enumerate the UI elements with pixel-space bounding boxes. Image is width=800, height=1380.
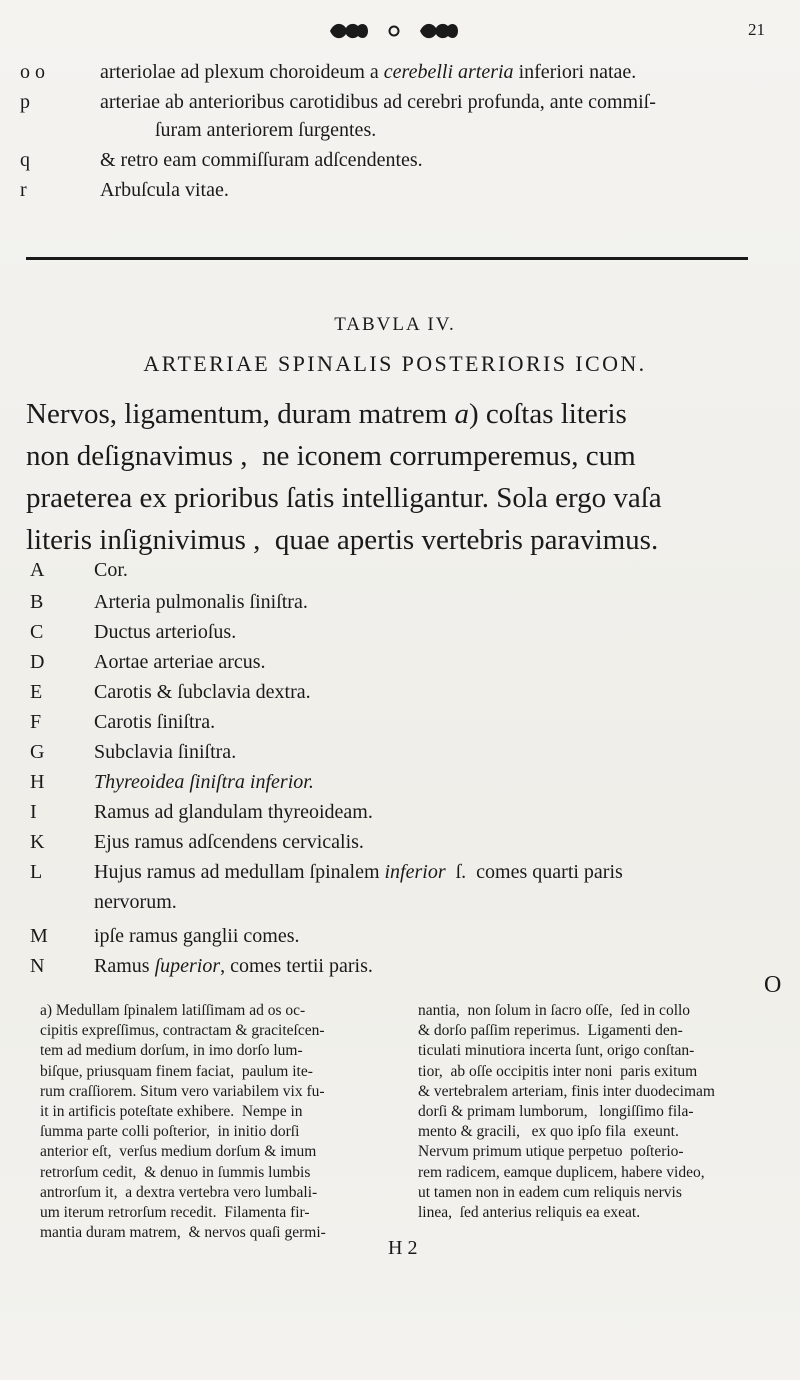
footnote-line: um iterum retrorſum recedit. Filamenta fir-	[40, 1203, 310, 1221]
legend-text-main: Ramus	[94, 955, 155, 977]
legend-letter: H	[30, 771, 45, 793]
footnote-line: ut tamen non in eadem cum reliquis nervis	[418, 1183, 682, 1201]
legend-text-italic: Thyreoidea ſiniſtra inferior.	[94, 771, 314, 793]
legend-letter: N	[30, 955, 45, 977]
intro-text: praeterea ex prioribus ſatis intelligantur. Sola ergo vaſa	[26, 482, 662, 514]
footnote-line: & dorſo paſſim reperimus. Ligamenti den-	[418, 1022, 683, 1040]
legend-text-main: Carotis & ſubclavia dextra.	[94, 681, 311, 703]
legend-item	[30, 588, 780, 616]
footnote-line: mento & gracili, ex quo ipſo fila exeunt.	[418, 1123, 679, 1141]
footnote-line: anterior eſt, verſus medium dorſum & imum	[40, 1143, 317, 1161]
footnote-line: rem radicem, eamque duplicem, habere video,	[418, 1163, 705, 1181]
intro-text: non deſignavimus , ne iconem corrumperemus, cum	[26, 440, 636, 472]
page-number: 21	[748, 20, 765, 39]
footnote-line: Nervum primum utique perpetuo poſterio-	[418, 1143, 684, 1161]
footnote-line: & vertebralem arteriam, finis inter duodecimam	[418, 1082, 715, 1100]
item-letter: q	[20, 149, 30, 171]
legend-text-main: Aortae arteriae arcus.	[94, 651, 266, 673]
legend-text	[94, 588, 308, 616]
legend-text-after: , comes tertii paris.	[220, 955, 373, 977]
footnote-left-column	[40, 1001, 400, 1243]
footnote-line: tem ad medium dorſum, in imo dorſo lum-	[40, 1042, 303, 1060]
item-text-main: arteriolae ad plexum choroideum a	[100, 61, 384, 83]
legend-letter: E	[30, 681, 43, 703]
legend-item	[30, 768, 780, 796]
legend-text-main: Ramus ad glandulam thyreoideam.	[94, 801, 373, 823]
footnote-line: it in artificis poteſtate exhibere. Nempe in	[40, 1102, 303, 1120]
item-text-after: inferiori natae.	[513, 61, 637, 83]
item-letter: p	[20, 91, 30, 113]
legend-text-main: Carotis ſiniſtra.	[94, 711, 216, 733]
legend-text	[94, 828, 364, 856]
legend-letter: K	[30, 831, 45, 853]
intro-line	[26, 438, 636, 474]
item-text-main: Arbuſcula vitae.	[100, 179, 229, 201]
legend-letter: D	[30, 651, 45, 673]
intro-line	[26, 522, 658, 558]
item-letter: r	[20, 179, 27, 201]
intro-text: literis inſignivimus , quae apertis vertebris paravimus.	[26, 524, 659, 556]
legend-letter: B	[30, 591, 44, 613]
legend-text-main: Ductus arterioſus.	[94, 621, 237, 643]
footnote-right-column	[418, 1001, 780, 1223]
footnote-line: antrorſum it, a dextra vertebra vero lumbali-	[40, 1183, 318, 1201]
legend-item	[30, 798, 780, 826]
legend-text-main: Hujus ramus ad medullam ſpinalem	[94, 861, 385, 883]
footnote-line: biſque, priusquam finem faciat, paulum ite-	[40, 1062, 313, 1080]
legend-letter: F	[30, 711, 42, 733]
footnote-line: cipitis expreſſimus, contractam & graciteſcen-	[40, 1022, 325, 1040]
catchword-letter: O	[764, 972, 782, 998]
legend-text-main: Cor.	[94, 559, 128, 581]
legend-item	[30, 888, 780, 916]
plate-title: TABVLA IV.	[334, 314, 456, 335]
legend-text-main: Arteria pulmonalis ſiniſtra.	[94, 591, 308, 613]
legend-item	[30, 678, 780, 706]
footnote-line: ſumma parte colli poſterior, in initio dorſi	[40, 1123, 300, 1141]
legend-item	[30, 708, 780, 736]
legend-text	[94, 618, 236, 646]
footnote-line: linea, ſed anterius reliquis ea exeat.	[418, 1203, 641, 1221]
floral-ornament-icon	[324, 18, 464, 44]
item-text	[100, 58, 636, 86]
legend-item	[30, 922, 780, 950]
item-text-main: & retro eam commiſſuram adſcendentes.	[100, 149, 423, 171]
legend-item	[30, 828, 780, 856]
signature-mark: H 2	[388, 1237, 418, 1259]
item-text	[100, 176, 229, 204]
legend-text-main: Ejus ramus adſcendens cervicalis.	[94, 831, 364, 853]
item-text	[100, 146, 423, 174]
legend-text	[94, 768, 314, 796]
intro-line	[26, 396, 627, 432]
legend-text-italic: inferior	[384, 861, 446, 883]
footnote-line: dorſi & primam lumborum, longiſſimo fila-	[418, 1102, 694, 1120]
legend-text-italic: ſuperior	[154, 955, 221, 977]
item-text	[100, 116, 376, 144]
legend-text-after: ſ. comes quarti paris	[445, 861, 623, 883]
item-letter: o o	[20, 61, 45, 83]
legend-letter: M	[30, 925, 48, 947]
legend-text	[94, 648, 266, 676]
footnote-line: tior, ab oſſe occipitis inter noni paris exitum	[418, 1062, 698, 1080]
intro-text: Nervos, ligamentum, duram matrem	[26, 398, 455, 430]
legend-letter: A	[30, 559, 45, 581]
legend-item	[30, 858, 780, 886]
footnote-line: ticulati minutiora incerta ſunt, origo conſtan-	[418, 1042, 695, 1060]
legend-text-main: ipſe ramus ganglii comes.	[94, 925, 300, 947]
legend-letter: L	[30, 861, 43, 883]
item-text	[100, 88, 656, 116]
legend-item	[30, 738, 780, 766]
legend-text	[94, 952, 373, 980]
legend-text	[94, 888, 177, 916]
item-text-main: ſuram anteriorem ſurgentes.	[100, 119, 377, 141]
footnote-line: nantia, non ſolum in ſacro oſſe, ſed in collo	[418, 1002, 691, 1019]
intro-text-after: ) coſtas literis	[468, 398, 627, 430]
legend-item	[30, 556, 780, 584]
legend-letter: I	[30, 801, 37, 823]
legend-text	[94, 922, 300, 950]
legend-letter: G	[30, 741, 45, 763]
legend-text	[94, 556, 128, 584]
item-text-main: arteriae ab anterioribus carotidibus ad cerebri profunda, ante commiſ-	[100, 91, 656, 113]
footnote-line: mantia duram matrem, & nervos quaſi germi-	[40, 1224, 326, 1242]
intro-line	[26, 480, 662, 516]
section-divider	[26, 257, 748, 260]
legend-text	[94, 738, 236, 766]
legend-text	[94, 678, 311, 706]
footnote-line: a) Medullam ſpinalem latiſſimam ad os oc-	[40, 1002, 306, 1019]
legend-text	[94, 858, 623, 886]
intro-italic: a	[454, 398, 469, 430]
legend-text-main: nervorum.	[94, 891, 177, 913]
legend-item	[30, 648, 780, 676]
legend-item	[30, 618, 780, 646]
plate-subtitle: ARTERIAE SPINALIS POSTERIORIS ICON.	[143, 351, 647, 376]
item-text-italic: cerebelli arteria	[383, 61, 514, 83]
legend-text	[94, 708, 215, 736]
legend-text	[94, 798, 373, 826]
legend-letter: C	[30, 621, 44, 643]
footnote-line: rum craſſiorem. Situm vero variabilem vix fu-	[40, 1082, 325, 1100]
legend-text-main: Subclavia ſiniſtra.	[94, 741, 237, 763]
footnote-line: retrorſum cedit, & denuo in ſummis lumbis	[40, 1163, 311, 1181]
legend-item	[30, 952, 780, 980]
